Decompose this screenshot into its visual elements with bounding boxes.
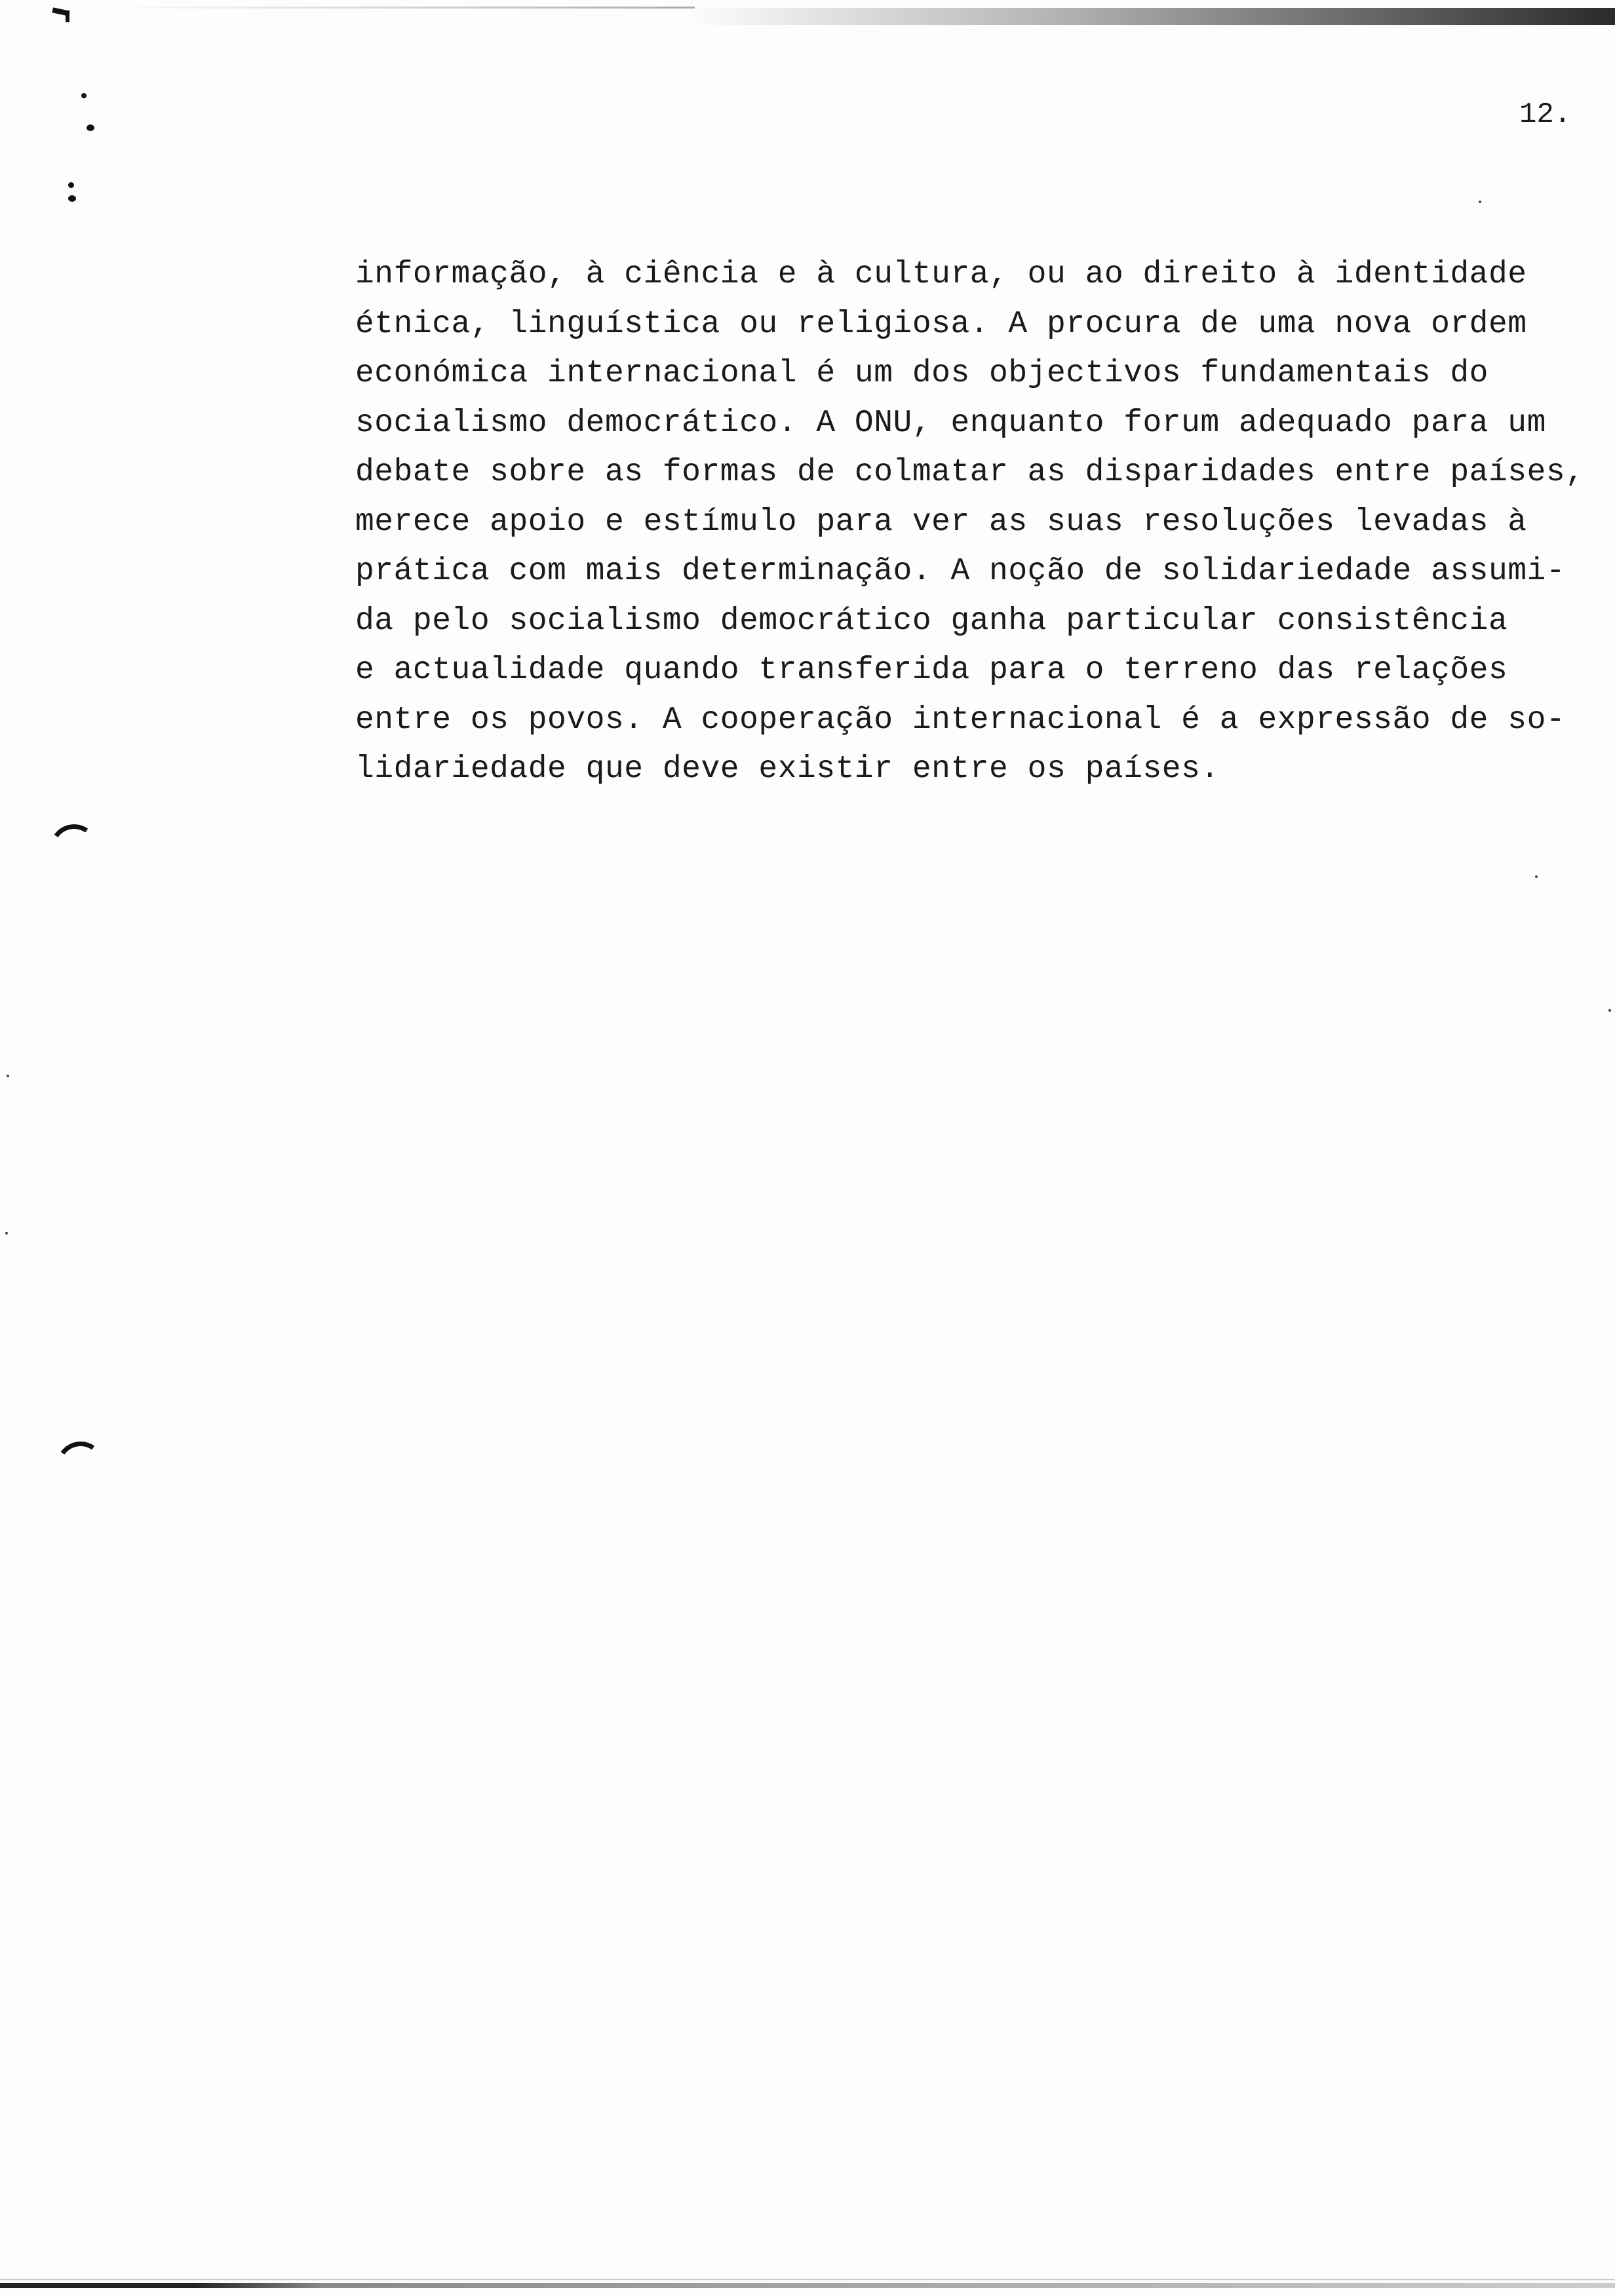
page-number: 12. [1519,98,1572,131]
scan-speck [5,1232,8,1234]
scan-edge-bottom-thin [0,2279,1615,2280]
scan-edge-top [688,8,1615,25]
margin-dot [87,124,94,131]
paragraph-line: económica internacional é um dos objectivos fundamentais do [355,356,1489,391]
paragraph-line: e actualidade quando transferida para o terreno das relações [355,653,1508,688]
punch-hole-arc-upper [46,820,102,877]
paragraph-line: prática com mais determinação. A noção de solidariedade assumi- [355,554,1566,589]
corner-mark-stem [66,10,69,22]
scan-edge-bottom [0,2283,1615,2288]
scan-speck [1479,201,1481,203]
paragraph-line: debate sobre as formas de colmatar as disparidades entre países, [355,455,1585,490]
paragraph-line: socialismo democrático. A ONU, enquanto forum adequado para um [355,405,1546,441]
scan-speck [1608,1009,1611,1012]
body-paragraph [355,250,1601,795]
scan-speck [7,1075,9,1077]
paragraph-line: merece apoio e estímulo para ver as suas resoluções levadas à [355,504,1527,540]
punch-hole-arc-lower [52,1438,109,1494]
paragraph-line: informação, à ciência e à cultura, ou ao direito à identidade [355,257,1527,292]
margin-dot [68,182,74,188]
scan-speck [1535,875,1538,878]
margin-dot [81,93,87,98]
paragraph-line: étnica, linguística ou religiosa. A procura de uma nova ordem [355,306,1527,342]
scan-edge-top-thin [105,7,695,9]
paragraph-line: lidariedade que deve existir entre os países. [355,752,1220,787]
paragraph-line: da pelo socialismo democrático ganha particular consistência [355,603,1508,639]
margin-dot [68,195,76,202]
paragraph-line: entre os povos. A cooperação internacional é a expressão de so- [355,702,1566,738]
